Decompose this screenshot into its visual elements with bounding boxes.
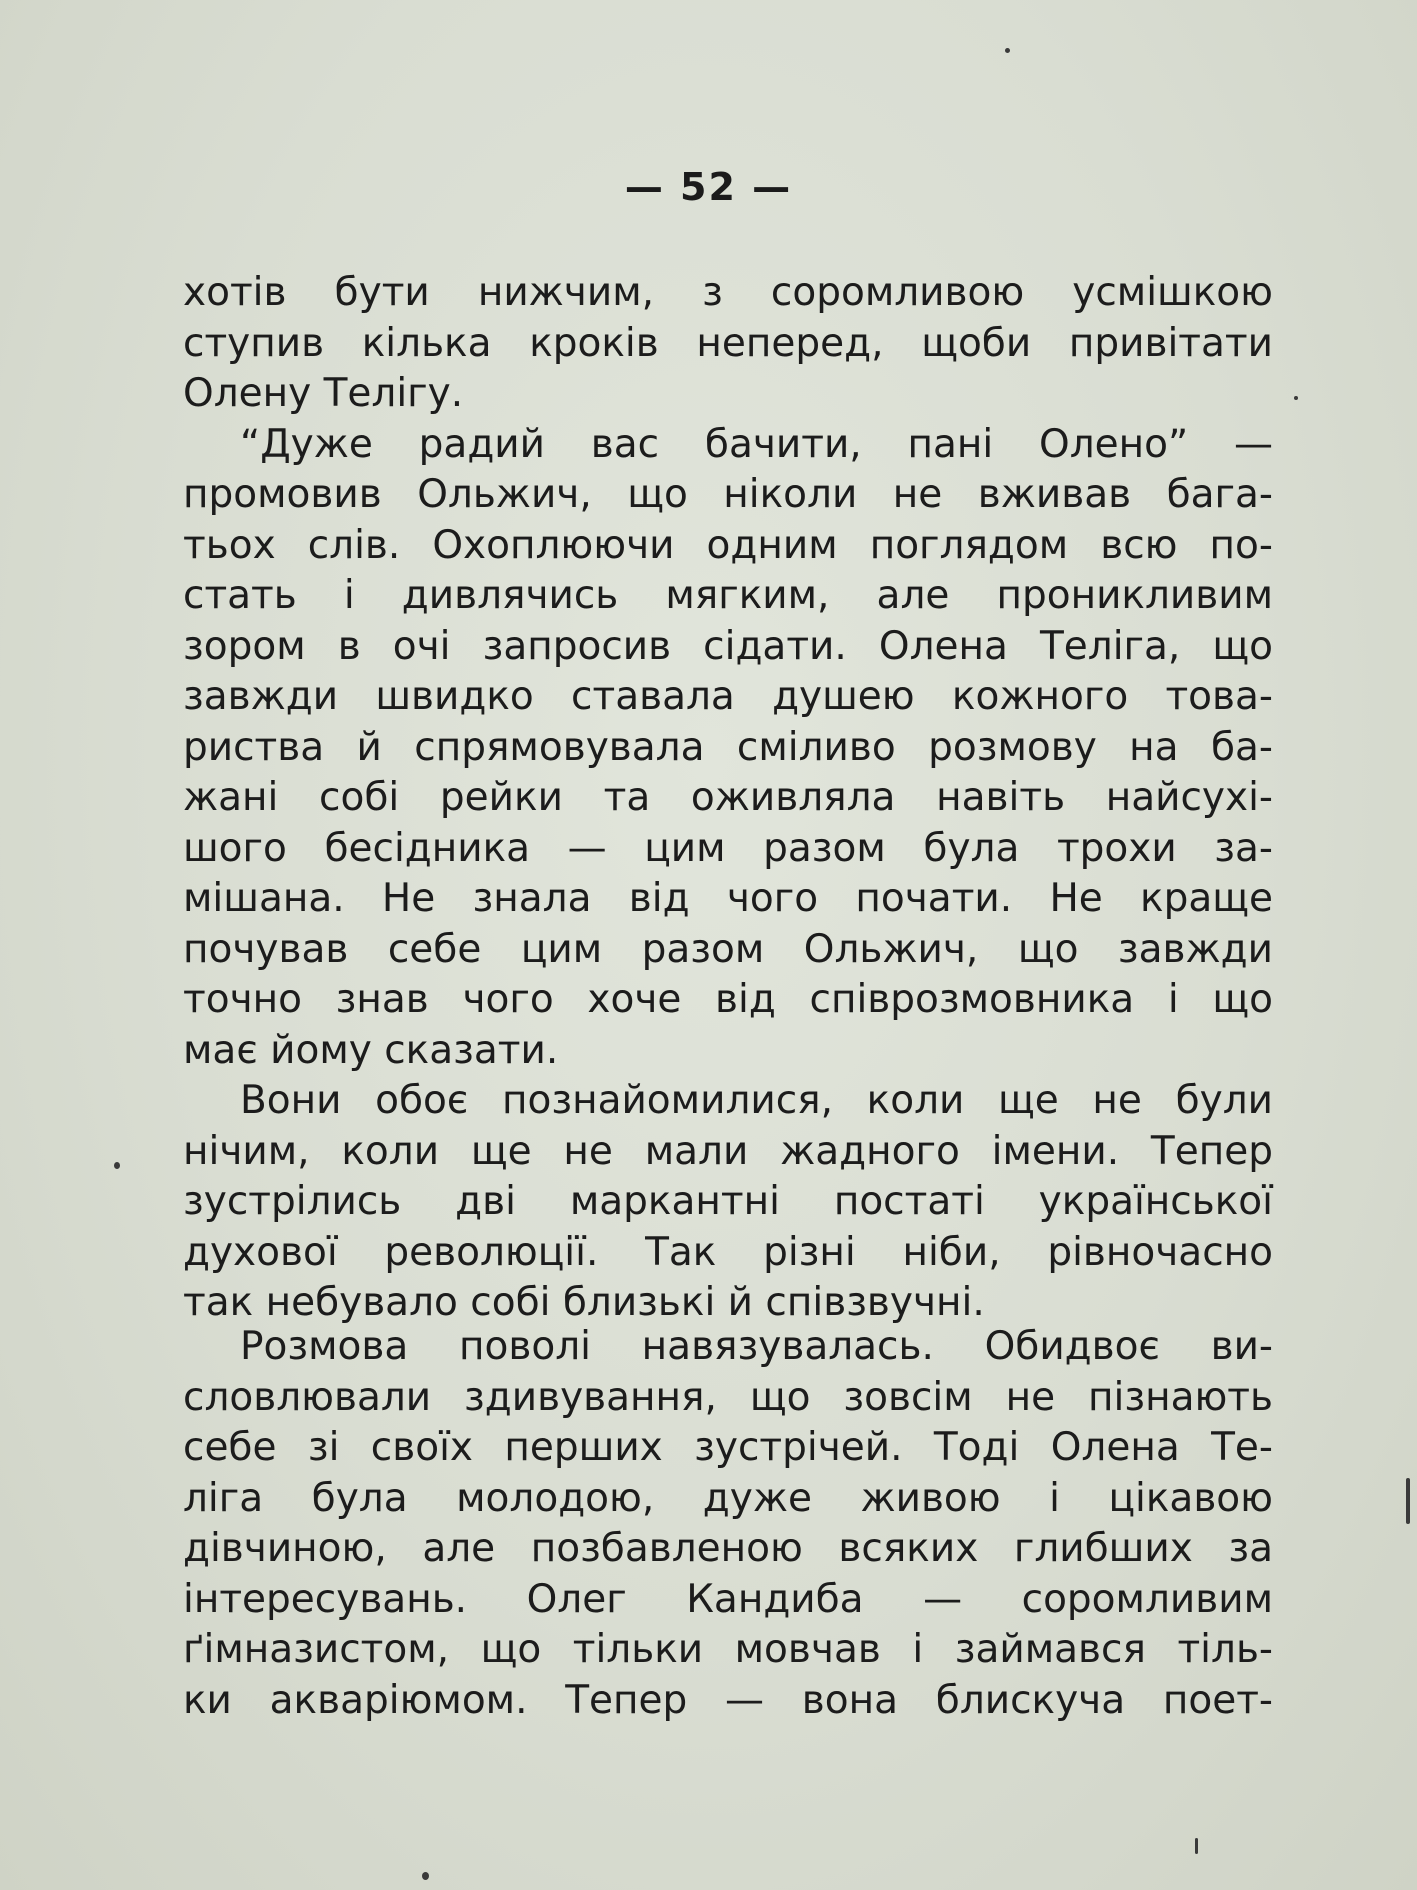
text-line: почував себе цим разом Ольжич, що завжди [183, 926, 1273, 972]
text-line: ступив кілька кроків неперед, щоби привітати [183, 320, 1273, 366]
text-line: ґімназистом, що тільки мовчав і займався тіль- [183, 1627, 1273, 1672]
text-line: точно знав чого хоче від співрозмовника і що [183, 977, 1273, 1022]
paper-speck [1294, 396, 1298, 400]
text-line: риства й спрямовувала сміливо розмову на ба- [183, 724, 1273, 770]
paragraph-4 [183, 1322, 1273, 1726]
paragraph-3 [183, 1076, 1273, 1329]
text-line: мішана. Не знала від чого почати. Не краще [183, 876, 1273, 921]
text-line: так небувало собі близькі й співзвучні. [183, 1280, 985, 1325]
text-line: дівчиною, але позбавленою всяких глибших за [183, 1526, 1273, 1571]
text-line: стать і дивлячись мягким, але проникливим [183, 573, 1273, 618]
text-line: “Дуже радий вас бачити, пані Олено” — [240, 421, 1273, 467]
text-line: Олену Телігу. [183, 371, 464, 416]
text-line: промовив Ольжич, що ніколи не вживав бага- [183, 472, 1273, 517]
text-block-upper [183, 268, 1273, 1329]
text-line: жані собі рейки та оживляла навіть найсухі- [183, 775, 1273, 820]
paper-speck [1195, 1838, 1198, 1854]
paper-speck [114, 1162, 120, 1169]
paper-speck [422, 1872, 429, 1880]
text-block-lower [183, 1322, 1273, 1726]
text-line: ки акваріюмом. Тепер — вона блискуча поет- [183, 1677, 1273, 1723]
text-line: Розмова поволі навязувалась. Обидвоє ви- [240, 1324, 1273, 1369]
text-line: духової революції. Так різні ніби, рівночасно [183, 1229, 1273, 1275]
paragraph-2 [183, 420, 1273, 1077]
text-line: зором в очі запросив сідати. Олена Теліга, що [183, 623, 1273, 669]
text-line: хотів бути нижчим, з соромливою усмішкою [183, 270, 1273, 315]
text-line: інтересувань. Олег Кандиба — соромливим [183, 1576, 1273, 1622]
page-number: — 52 — [624, 165, 793, 209]
text-line: має йому сказати. [183, 1027, 559, 1073]
text-line: словлювали здивування, що зовсім не пізнають [183, 1374, 1273, 1420]
text-line: тьох слів. Охоплюючи одним поглядом всю по- [183, 522, 1273, 568]
paper-speck [1005, 48, 1010, 53]
paper-speck [1406, 1478, 1410, 1524]
text-line: шого бесідника — цим разом була трохи за- [183, 825, 1273, 871]
paragraph-1 [183, 268, 1273, 420]
text-line: Вони обоє познайомилися, коли ще не були [240, 1078, 1273, 1123]
text-line: завжди швидко ставала душею кожного това- [183, 674, 1273, 719]
text-line: себе зі своїх перших зустрічей. Тоді Олена Те- [183, 1425, 1273, 1470]
text-line: зустрілись дві маркантні постаті української [183, 1179, 1273, 1224]
text-line: нічим, коли ще не мали жадного імени. Тепер [183, 1128, 1273, 1174]
text-line: ліга була молодою, дуже живою і цікавою [183, 1475, 1273, 1521]
